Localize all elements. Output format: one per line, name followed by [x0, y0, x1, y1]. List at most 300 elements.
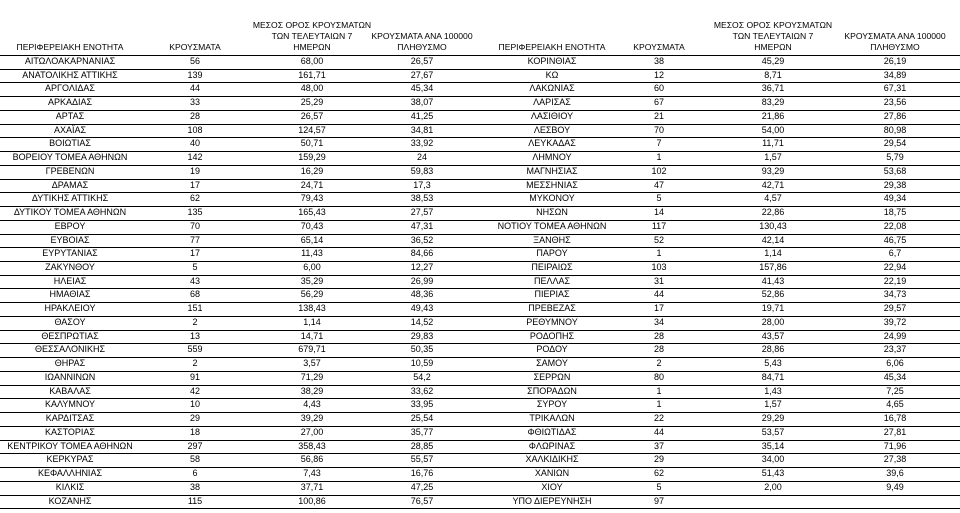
cell-avg7: 54,00 [761, 124, 785, 135]
cell-region: ΜΥΚΟΝΟΥ [529, 193, 575, 204]
table-row [484, 151, 960, 165]
table-row [484, 426, 960, 440]
cell-per100k: 33,95 [410, 399, 434, 410]
cell-avg7: 19,71 [761, 303, 785, 314]
cell-region: ΡΕΘΥΜΝΟΥ [526, 316, 578, 327]
cell-avg7: 51,43 [761, 468, 785, 479]
cell-cases: 28 [653, 344, 664, 355]
table-row [484, 96, 960, 110]
cell-cases: 97 [653, 495, 664, 506]
cell-cases: 70 [653, 124, 664, 135]
cell-region: ΘΕΣΠΡΩΤΙΑΣ [41, 330, 99, 341]
cell-region: ΡΟΔΟΥ [536, 344, 568, 355]
cell-cases: 6 [192, 468, 198, 479]
cell-avg7: 1,14 [764, 248, 782, 259]
cell-region: ΑΡΤΑΣ [55, 110, 85, 121]
table-row [484, 179, 960, 193]
cell-cases: 17 [189, 179, 200, 190]
cell-avg7: 1,57 [764, 399, 782, 410]
table-row [0, 412, 484, 426]
cell-avg7: 41,43 [761, 275, 785, 286]
cell-cases: 44 [189, 83, 200, 94]
cell-per100k: 9,49 [886, 481, 904, 492]
cell-region: ΑΙΤΩΛΟΑΚΑΡΝΑΝΙΑΣ [24, 56, 116, 66]
cell-cases: 38 [653, 56, 664, 66]
cell-cases: 2 [192, 358, 198, 369]
cell-avg7: 29,29 [761, 413, 785, 424]
cell-avg7: 43,57 [761, 330, 785, 341]
cell-per100k: 16,78 [883, 413, 907, 424]
cell-avg7: 21,86 [761, 110, 785, 121]
table-row [0, 495, 484, 509]
cell-cases: 10 [189, 399, 200, 410]
cell-per100k: 36,52 [410, 234, 434, 245]
table-row [484, 110, 960, 124]
cell-per100k: 34,73 [883, 289, 907, 300]
cell-avg7: 165,43 [298, 207, 326, 218]
cell-cases: 31 [653, 275, 664, 286]
table-row [484, 343, 960, 357]
cell-avg7: 138,43 [298, 303, 326, 314]
cell-avg7: 1,14 [303, 316, 321, 327]
cell-region: ΚΟΖΑΝΗΣ [48, 495, 92, 506]
header-avg7: ΜΕΣΟΣ ΟΡΟΣ ΚΡΟΥΣΜΑΤΩΝ ΤΩΝ ΤΕΛΕΥΤΑΙΩΝ 7 ΗΜΕΡΩΝ [252, 20, 372, 52]
cell-avg7: 100,86 [298, 495, 326, 506]
cell-cases: 5 [192, 262, 198, 273]
cell-cases: 103 [651, 262, 667, 273]
table-row [484, 165, 960, 179]
cell-region: ΛΕΥΚΑΔΑΣ [528, 138, 576, 149]
cell-per100k: 54,2 [413, 371, 431, 382]
cell-per100k: 23,37 [883, 344, 907, 355]
table-row [0, 110, 484, 124]
table-row [484, 316, 960, 330]
table-row [0, 288, 484, 302]
cell-per100k: 67,31 [883, 83, 907, 94]
cell-cases: 102 [651, 165, 667, 176]
table-row [484, 357, 960, 371]
cell-region: ΠΑΡΟΥ [536, 248, 568, 259]
cell-region: ΚΑΡΔΙΤΣΑΣ [45, 413, 95, 424]
cell-cases: 1 [656, 399, 662, 410]
table-row [484, 137, 960, 151]
header-cases: ΚΡΟΥΣΜΑΤΑ [633, 42, 685, 52]
cell-avg7: 3,57 [303, 358, 321, 369]
cell-region: ΒΟΙΩΤΙΑΣ [49, 138, 91, 149]
cell-per100k: 35,77 [410, 426, 434, 437]
cell-region: ΚΕΡΚΥΡΑΣ [46, 454, 94, 465]
cell-per100k: 26,19 [883, 56, 907, 66]
cell-region: ΔΡΑΜΑΣ [51, 179, 89, 190]
cell-per100k: 47,31 [410, 220, 434, 231]
table-row [484, 398, 960, 412]
table-row [484, 82, 960, 96]
cell-region: ΦΘΙΩΤΙΔΑΣ [527, 426, 577, 437]
cell-region: ΘΗΡΑΣ [54, 358, 86, 369]
cell-region: ΠΡΕΒΕΖΑΣ [528, 303, 576, 314]
cell-region: ΔΥΤΙΚΟΥ ΤΟΜΕΑ ΑΘΗΝΩΝ [13, 207, 127, 218]
cell-region: ΘΑΣΟΥ [54, 316, 86, 327]
cell-avg7: 53,57 [761, 426, 785, 437]
cell-cases: 1 [656, 385, 662, 396]
cell-region: ΚΩ [545, 69, 559, 80]
cell-cases: 70 [189, 220, 200, 231]
cell-per100k: 14,52 [410, 316, 434, 327]
table-row [0, 398, 484, 412]
right-table-header [484, 0, 960, 55]
left-table-header [0, 0, 484, 55]
cell-region: ΕΥΡΥΤΑΝΙΑΣ [42, 248, 98, 259]
cell-per100k: 33,62 [410, 385, 434, 396]
header-region: ΠΕΡΙΦΕΡΕΙΑΚΗ ΕΝΟΤΗΤΑ [16, 42, 124, 52]
cell-avg7: 37,71 [300, 481, 324, 492]
cell-cases: 115 [187, 495, 203, 506]
cell-cases: 12 [653, 69, 664, 80]
table-row [484, 206, 960, 220]
table-row [484, 124, 960, 138]
table-row [0, 206, 484, 220]
cell-cases: 139 [187, 69, 203, 80]
cell-avg7: 35,14 [761, 440, 785, 451]
cell-avg7: 36,71 [761, 83, 785, 94]
table-row [484, 467, 960, 481]
cell-cases: 108 [187, 124, 203, 135]
cell-per100k: 25,54 [410, 413, 434, 424]
table-row [0, 426, 484, 440]
table-bottom-rule [0, 508, 484, 509]
cell-cases: 44 [653, 426, 664, 437]
row-divider [484, 508, 960, 509]
table-row [0, 137, 484, 151]
cell-cases: 80 [653, 371, 664, 382]
cell-per100k: 27,86 [883, 110, 907, 121]
cell-cases: 77 [189, 234, 200, 245]
cell-region: ΛΑΚΩΝΙΑΣ [529, 83, 575, 94]
cell-cases: 33 [189, 97, 200, 108]
cell-region: ΝΟΤΙΟΥ ΤΟΜΕΑ ΑΘΗΝΩΝ [497, 220, 607, 231]
cell-region: ΗΡΑΚΛΕΙΟΥ [44, 303, 96, 314]
cell-cases: 2 [656, 358, 662, 369]
cell-avg7: 56,29 [300, 289, 324, 300]
table-row [484, 385, 960, 399]
cell-region: ΧΑΛΚΙΔΙΚΗΣ [525, 454, 579, 465]
cell-region: ΓΡΕΒΕΝΩΝ [45, 165, 95, 176]
table-row [0, 385, 484, 399]
cell-cases: 151 [187, 303, 203, 314]
header-cases: ΚΡΟΥΣΜΑΤΑ [169, 42, 221, 52]
table-row [0, 330, 484, 344]
cell-per100k: 22,08 [883, 220, 907, 231]
cell-cases: 5 [656, 193, 662, 204]
cell-per100k: 41,25 [410, 110, 434, 121]
cell-cases: 60 [653, 83, 664, 94]
cell-per100k: 76,57 [410, 495, 434, 506]
cell-per100k: 47,25 [410, 481, 434, 492]
cell-avg7: 157,86 [759, 262, 787, 273]
cell-per100k: 29,54 [883, 138, 907, 149]
cell-avg7: 6,00 [303, 262, 321, 273]
cell-per100k: 29,83 [410, 330, 434, 341]
cell-per100k: 24,99 [883, 330, 907, 341]
cell-avg7: 2,00 [764, 481, 782, 492]
table-row [484, 261, 960, 275]
table-row [0, 179, 484, 193]
cell-avg7: 50,71 [300, 138, 324, 149]
table-row [0, 343, 484, 357]
table-row [0, 124, 484, 138]
cell-per100k: 27,57 [410, 207, 434, 218]
cell-avg7: 130,43 [759, 220, 787, 231]
right-table-body [484, 55, 960, 509]
cell-region: ΑΡΓΟΛΙΔΑΣ [45, 83, 95, 94]
cell-per100k: 24 [416, 152, 427, 163]
cell-cases: 2 [192, 316, 198, 327]
cell-avg7: 4,43 [303, 399, 321, 410]
cell-cases: 91 [189, 371, 200, 382]
cell-avg7: 38,29 [300, 385, 324, 396]
cell-region: ΣΥΡΟΥ [536, 399, 568, 410]
cell-per100k: 6,06 [886, 358, 904, 369]
table-row [0, 151, 484, 165]
cell-region: ΞΑΝΘΗΣ [533, 234, 571, 245]
cell-cases: 29 [189, 413, 200, 424]
cell-avg7: 45,29 [761, 56, 785, 66]
cell-avg7: 7,43 [303, 468, 321, 479]
cell-per100k: 10,59 [410, 358, 434, 369]
cell-per100k: 17,3 [413, 179, 431, 190]
cell-avg7: 34,00 [761, 454, 785, 465]
cell-avg7: 11,43 [301, 248, 323, 259]
cell-cases: 135 [187, 207, 203, 218]
cell-cases: 62 [189, 193, 200, 204]
cell-cases: 297 [187, 440, 203, 451]
table-row [484, 247, 960, 261]
table-row [0, 165, 484, 179]
cell-cases: 29 [653, 454, 664, 465]
cell-avg7: 27,00 [300, 426, 324, 437]
cell-avg7: 124,57 [298, 124, 326, 135]
table-row [484, 371, 960, 385]
cell-cases: 34 [653, 316, 664, 327]
cell-avg7: 35,29 [300, 275, 324, 286]
table-row [484, 275, 960, 289]
cell-per100k: 39,6 [886, 468, 904, 479]
cell-region: ΚΑΣΤΟΡΙΑΣ [45, 426, 95, 437]
table-row [484, 288, 960, 302]
cell-cases: 1 [656, 152, 662, 163]
table-row [0, 302, 484, 316]
table-row [0, 316, 484, 330]
cell-per100k: 34,89 [883, 69, 907, 80]
cell-region: ΑΡΚΑΔΙΑΣ [47, 97, 93, 108]
cell-avg7: 159,29 [298, 152, 326, 163]
cell-region: ΕΥΒΟΙΑΣ [50, 234, 90, 245]
cell-region: ΔΥΤΙΚΗΣ ΑΤΤΙΚΗΣ [31, 193, 109, 204]
cell-avg7: 161,71 [298, 69, 326, 80]
table-row [0, 192, 484, 206]
cell-per100k: 49,34 [883, 193, 907, 204]
cell-cases: 5 [656, 481, 662, 492]
table-row [484, 220, 960, 234]
header-per100k: ΚΡΟΥΣΜΑΤΑ ΑΝΑ 100000 ΠΛΗΘΥΣΜΟ [844, 31, 946, 52]
cell-cases: 19 [189, 165, 200, 176]
cell-cases: 142 [187, 152, 203, 163]
cell-cases: 117 [651, 220, 667, 231]
cell-per100k: 22,19 [883, 275, 907, 286]
cell-region: ΡΟΔΟΠΗΣ [529, 330, 575, 341]
table-row [0, 440, 484, 454]
cell-region: ΣΠΟΡΑΔΩΝ [527, 385, 577, 396]
cell-per100k: 28,85 [410, 440, 434, 451]
cell-region: ΑΝΑΤΟΛΙΚΗΣ ΑΤΤΙΚΗΣ [22, 69, 118, 80]
table-row [0, 55, 484, 69]
table-row [0, 467, 484, 481]
cell-per100k: 18,75 [883, 207, 907, 218]
cell-per100k: 71,96 [883, 440, 907, 451]
table-row [0, 481, 484, 495]
cell-region: ΦΛΩΡΙΝΑΣ [528, 440, 576, 451]
cell-avg7: 56,86 [300, 454, 324, 465]
cell-cases: 17 [653, 303, 664, 314]
table-row [0, 247, 484, 261]
cell-per100k: 48,36 [410, 289, 434, 300]
cell-region: ΚΑΒΑΛΑΣ [49, 385, 91, 396]
table-row [484, 69, 960, 83]
cell-per100k: 16,76 [410, 468, 434, 479]
cell-cases: 42 [189, 385, 200, 396]
cell-avg7: 83,29 [761, 97, 785, 108]
table-row [0, 371, 484, 385]
cell-region: ΚΙΛΚΙΣ [55, 481, 85, 492]
cell-per100k: 27,81 [883, 426, 907, 437]
cell-region: ΙΩΑΝΝΙΝΩΝ [44, 371, 96, 382]
cell-avg7: 93,29 [761, 165, 785, 176]
cell-per100k: 26,99 [410, 275, 434, 286]
table-row [0, 69, 484, 83]
cell-per100k: 27,67 [410, 69, 434, 80]
left-table-body [0, 55, 484, 509]
cell-cases: 68 [189, 289, 200, 300]
cell-avg7: 68,00 [300, 56, 324, 66]
cell-per100k: 38,07 [410, 97, 434, 108]
cell-per100k: 45,34 [883, 371, 907, 382]
cell-cases: 28 [189, 110, 200, 121]
cell-per100k: 84,66 [410, 248, 434, 259]
cell-cases: 52 [653, 234, 664, 245]
cell-per100k: 34,81 [410, 124, 434, 135]
cell-region: ΕΒΡΟΥ [54, 220, 86, 231]
cell-per100k: 39,72 [883, 316, 907, 327]
cell-avg7: 24,71 [300, 179, 324, 190]
cell-avg7: 4,57 [764, 193, 782, 204]
cell-avg7: 679,71 [298, 344, 326, 355]
cell-per100k: 45,34 [410, 83, 434, 94]
header-per100k: ΚΡΟΥΣΜΑΤΑ ΑΝΑ 100000 ΠΛΗΘΥΣΜΟ [371, 31, 473, 52]
cell-per100k: 29,57 [883, 303, 907, 314]
table-row [484, 440, 960, 454]
cell-per100k: 26,57 [410, 56, 434, 66]
cell-region: ΚΟΡΙΝΘΙΑΣ [527, 56, 577, 66]
cell-per100k: 4,65 [886, 399, 904, 410]
cell-per100k: 5,79 [886, 152, 904, 163]
cell-per100k: 46,75 [883, 234, 907, 245]
cell-cases: 14 [653, 207, 664, 218]
cell-cases: 62 [653, 468, 664, 479]
cell-per100k: 33,92 [410, 138, 434, 149]
cell-cases: 44 [653, 289, 664, 300]
cell-cases: 37 [653, 440, 664, 451]
cell-avg7: 42,14 [761, 234, 785, 245]
cell-cases: 56 [189, 56, 200, 66]
cell-cases: 17 [189, 248, 200, 259]
cell-region: ΖΑΚΥΝΘΟΥ [45, 262, 95, 273]
table-row [484, 192, 960, 206]
cell-per100k: 80,98 [883, 124, 907, 135]
table-row [484, 412, 960, 426]
cell-cases: 21 [653, 110, 664, 121]
cell-region: ΗΜΑΘΙΑΣ [49, 289, 91, 300]
cell-cases: 7 [656, 138, 662, 149]
table-row [484, 234, 960, 248]
table-row [0, 261, 484, 275]
cell-avg7: 84,71 [761, 371, 785, 382]
table-row [484, 330, 960, 344]
cell-region: ΛΑΡΙΣΑΣ [533, 97, 571, 108]
cell-region: ΛΗΜΝΟΥ [532, 152, 572, 163]
cell-per100k: 22,94 [883, 262, 907, 273]
cell-region: ΜΑΓΝΗΣΙΑΣ [526, 165, 578, 176]
table-row [0, 453, 484, 467]
cell-region: ΗΛΕΙΑΣ [53, 275, 87, 286]
cell-region: ΚΕΝΤΡΙΚΟΥ ΤΟΜΕΑ ΑΘΗΝΩΝ [7, 440, 133, 451]
cell-region: ΝΗΣΩΝ [536, 207, 568, 218]
cell-avg7: 79,43 [300, 193, 324, 204]
cell-avg7: 42,71 [761, 179, 785, 190]
cell-cases: 13 [189, 330, 200, 341]
cell-per100k: 55,57 [410, 454, 434, 465]
cell-region: ΤΡΙΚΑΛΩΝ [529, 413, 575, 424]
cell-avg7: 28,00 [761, 316, 785, 327]
cell-avg7: 5,43 [764, 358, 782, 369]
header-avg7: ΜΕΣΟΣ ΟΡΟΣ ΚΡΟΥΣΜΑΤΩΝ ΤΩΝ ΤΕΛΕΥΤΑΙΩΝ 7 ΗΜΕΡΩΝ [713, 20, 833, 52]
cell-region: ΠΙΕΡΙΑΣ [534, 289, 570, 300]
cell-region: ΧΑΝΙΩΝ [534, 468, 570, 479]
cell-avg7: 65,14 [300, 234, 324, 245]
cell-region: ΣΑΜΟΥ [536, 358, 568, 369]
table-row [484, 481, 960, 495]
row-divider [0, 508, 484, 509]
cell-avg7: 1,43 [764, 385, 782, 396]
cell-per100k: 59,83 [410, 165, 434, 176]
cell-region: ΛΕΣΒΟΥ [533, 124, 571, 135]
right-table [484, 0, 960, 509]
cell-per100k: 29,38 [883, 179, 907, 190]
table-row [484, 453, 960, 467]
cell-cases: 58 [189, 454, 200, 465]
header-region: ΠΕΡΙΦΕΡΕΙΑΚΗ ΕΝΟΤΗΤΑ [498, 42, 606, 52]
table-row [0, 220, 484, 234]
cell-avg7: 358,43 [298, 440, 326, 451]
cell-cases: 559 [187, 344, 203, 355]
cell-region: ΘΕΣΣΑΛΟΝΙΚΗΣ [34, 344, 106, 355]
cell-cases: 28 [653, 330, 664, 341]
table-row [484, 55, 960, 69]
cell-avg7: 16,29 [300, 165, 324, 176]
cell-cases: 67 [653, 97, 664, 108]
cell-avg7: 25,29 [300, 97, 324, 108]
cell-per100k: 27,38 [883, 454, 907, 465]
table-bottom-rule [484, 508, 960, 509]
